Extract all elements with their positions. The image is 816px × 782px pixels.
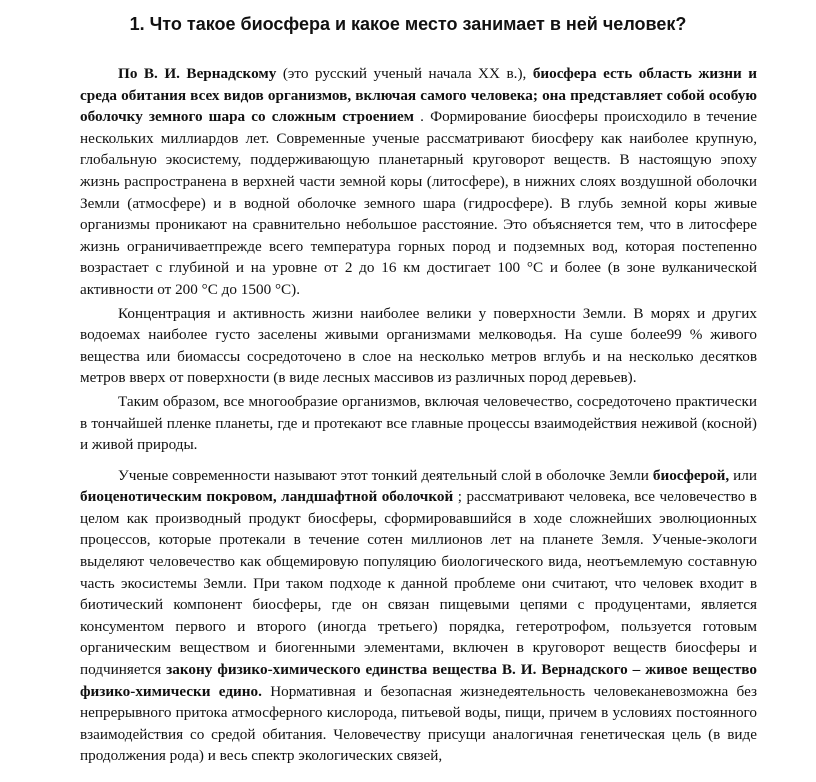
document-title: 1. Что такое биосфера и какое место занимает в ней человек? — [129, 14, 687, 34]
paragraph-4-or: или — [729, 466, 757, 484]
document-body — [80, 60, 757, 767]
term-biocenotic-cover: биоценотическим покровом, ландшафтной оболочкой — [80, 488, 454, 506]
paragraph-2: Концентрация и активность жизни наиболее велики у поверхности Земли. В морях и других водоемах наиболее густо заселены живыми организмами мелководья. На суше более99 % живого вещества или биомассы сосредоточено в слое на несколько метров вглубь и на несколько десятков метров вверх от поверхности (в виде лесных массивов из различных пород деревьев). — [80, 304, 757, 387]
term-biosphere: биосферой, — [652, 466, 730, 484]
paragraph-4-end: Нормативная и безопасная жизнедеятельность человеканевозможна без непрерывного притока атмосферного кислорода, питьевой воды, пищи, причем в условиях постоянного взаимодействия со средой обитания. Человечеству присущи аналогичная генетическая цель (в виде продолжения рода) и весь спектр экологических связей, — [80, 682, 758, 765]
paragraph-4-start: Ученые современности называют этот тонкий деятельный слой в оболочке Земли — [118, 466, 653, 484]
vernadsky-law: закону физико-химического единства вещества В. И. Вернадского – живое вещество физико-химически едино. — [80, 661, 757, 700]
paragraph-1 — [80, 63, 757, 301]
paragraph-4-middle: ; рассматривают человека, все человечество в целом как производный продукт биосферы, сформировавшийся в ходе сложнейших эволюционных процессов, которые протекали в течение сотен миллионов лет на планете Земля. Ученые-экологи выделяют человечество как общемировую популяцию биологического вида, неотъемлемую составную часть экосистемы Земли. При таком подходе к данной проблеме они считают, что человек входит в биотический компонент биосферы, где он связан пищевыми цепями с продуцентами, является консументом первого и второго (иногда третьего) порядка, гетеротрофом, пользуется готовым органическим веществом и биогенными элементами, включен в круговорот веществ биосферы и подчиняется — [80, 488, 757, 679]
paragraph-3: Таким образом, все многообразие организмов, включая человечество, сосредоточено практически в тончайшей пленке планеты, где и протекают все главные процессы взаимодействия неживой (косной) и живой природы. — [80, 392, 757, 454]
author-note: (это русский ученый начала XX в.), — [276, 65, 533, 82]
paragraph-1-text: . Формирование биосферы происходило в течение нескольких миллиардов лет. Современные ученые рассматривают биосферу как наиболее крупную, глобальную экосистему, поддерживающую планетарный круговорот веществ. В настоящую эпоху жизнь распространена в верхней части земной коры (литосфере), в нижних слоях воздушной оболочки Земли (атмосфере) и в водной оболочке земного шара (гидросфере). В глубь земной коры живые организмы проникают на сравнительно небольшое расстояние. Это объясняется тем, что в литосфере жизнь ограничиваетпрежде всего температура горных пород и подземных вод, которая постепенно возрастает с глубиной и на уровне от 2 до 16 км достигает 100 °С и более (в зоне вулканической активности от 200 °С до 1500 °С). — [80, 108, 757, 298]
author-name: По В. И. Вернадскому — [118, 65, 277, 82]
biosphere-definition: биосфера есть область жизни и среда обитания всех видов организмов, включая самого человека; она представляет собой особую оболочку земного шара со сложным строением — [80, 65, 758, 126]
paragraph-4 — [80, 465, 757, 767]
